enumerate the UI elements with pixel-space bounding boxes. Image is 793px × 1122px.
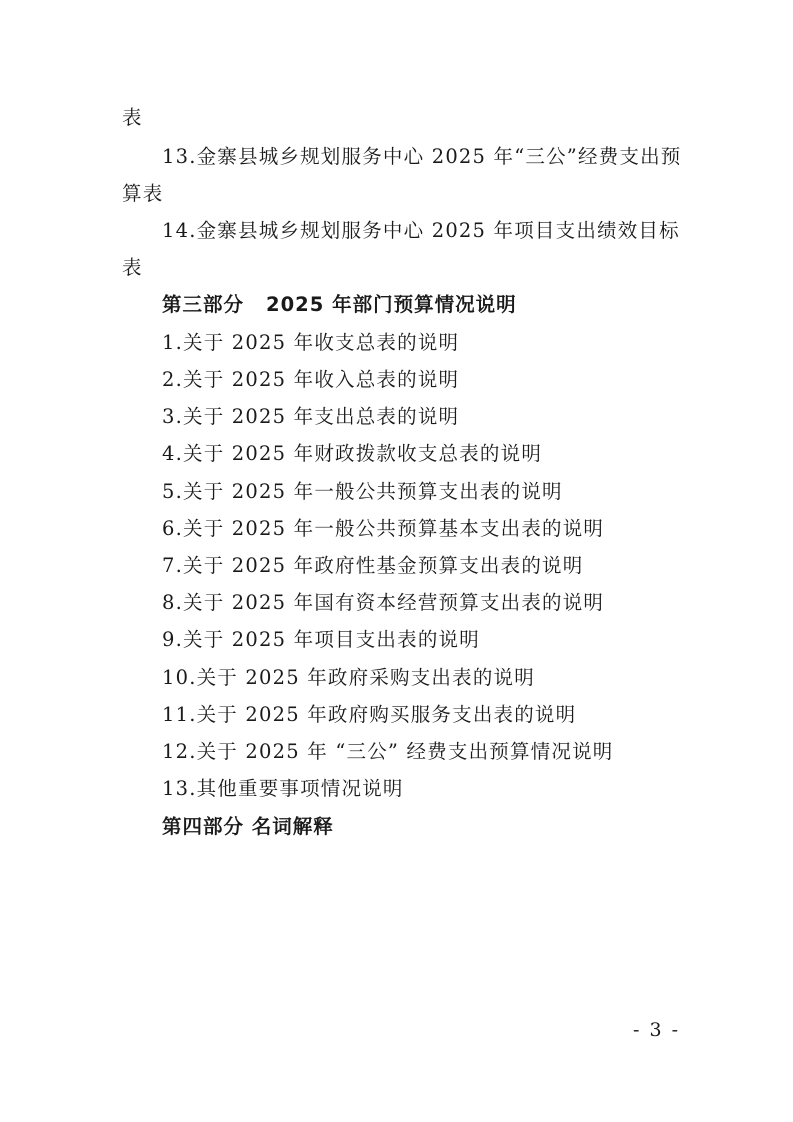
explanation-item-9: 9.关于 2025 年项目支出表的说明 — [162, 628, 480, 651]
explanation-item-5: 5.关于 2025 年一般公共预算支出表的说明 — [162, 480, 563, 503]
explanation-item-8: 8.关于 2025 年国有资本经营预算支出表的说明 — [162, 591, 605, 614]
explanation-item-12: 12.关于 2025 年 “三公” 经费支出预算情况说明 — [162, 740, 614, 763]
page-number: - 3 - — [633, 1019, 681, 1041]
continued-text: 表 — [122, 106, 143, 129]
part-three-heading — [162, 292, 517, 318]
explanation-item-10: 10.关于 2025 年政府采购支出表的说明 — [162, 666, 535, 689]
toc-item-table-13-continued: 算表 — [122, 182, 164, 205]
part-three-title: 2025 年部门预算情况说明 — [266, 293, 517, 316]
toc-item-table-13: 13.金寨县城乡规划服务中心 2025 年“三公”经费支出预 — [162, 145, 682, 168]
explanation-item-11: 11.关于 2025 年政府购买服务支出表的说明 — [162, 703, 577, 726]
explanation-item-4: 4.关于 2025 年财政拨款收支总表的说明 — [162, 442, 543, 465]
explanation-item-3: 3.关于 2025 年支出总表的说明 — [162, 405, 460, 428]
part-four-heading: 第四部分 名词解释 — [162, 815, 334, 838]
explanation-item-2: 2.关于 2025 年收入总表的说明 — [162, 368, 460, 391]
explanation-item-1: 1.关于 2025 年收支总表的说明 — [162, 331, 460, 354]
explanation-item-13: 13.其他重要事项情况说明 — [162, 777, 404, 800]
toc-item-table-14-continued: 表 — [122, 256, 143, 279]
part-three-label: 第三部分 — [162, 293, 245, 316]
explanation-item-7: 7.关于 2025 年政府性基金预算支出表的说明 — [162, 554, 584, 577]
explanation-item-6: 6.关于 2025 年一般公共预算基本支出表的说明 — [162, 517, 605, 540]
toc-item-table-14: 14.金寨县城乡规划服务中心 2025 年项目支出绩效目标 — [162, 219, 680, 242]
